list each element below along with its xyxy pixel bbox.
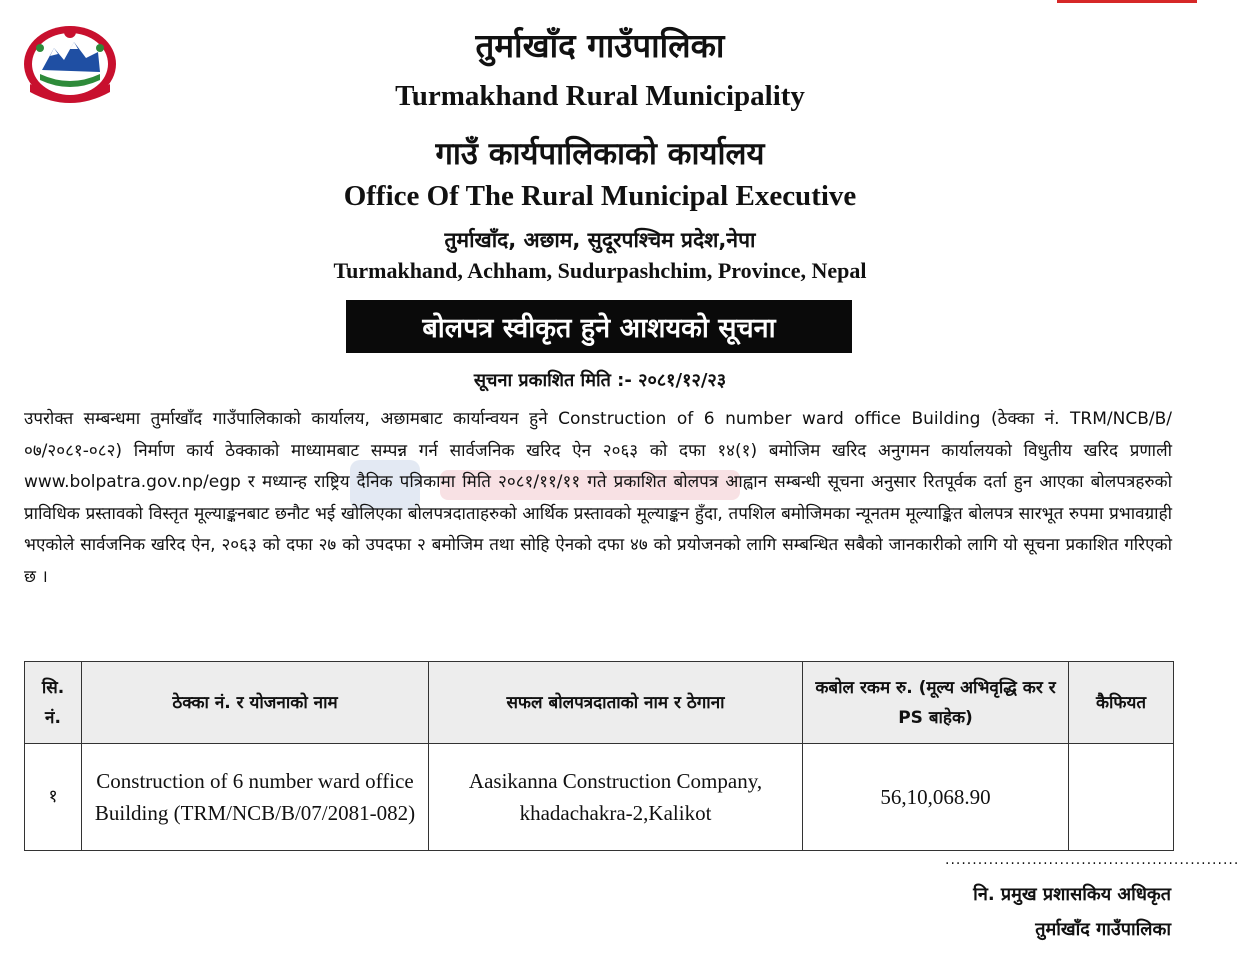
cell-remarks — [1069, 744, 1174, 851]
signatory-title: नि. प्रमुख प्रशासकिय अधिकृत — [973, 884, 1171, 905]
award-table — [24, 661, 1174, 851]
cell-bidder: Aasikanna Construction Company, khadachakra-2,Kalikot — [429, 744, 803, 851]
signatory-organization: तुर्माखाँद गाउँपालिका — [1035, 919, 1171, 940]
municipality-name-nepali: तुर्माखाँद गाउँपालिका — [475, 26, 725, 65]
cell-serial-number: १ — [25, 744, 82, 851]
address-english: Turmakhand, Achham, Sudurpashchim, Province, Nepal — [333, 258, 867, 283]
table-row — [25, 744, 1174, 851]
publish-date: सूचना प्रकाशित मिति :- २०८१/१२/२३ — [473, 370, 727, 391]
municipality-name-english: Turmakhand Rural Municipality — [395, 80, 805, 112]
notice-body: उपरोक्त सम्बन्धमा तुर्माखाँद गाउँपालिकाको कार्यालय, अछामबाट कार्यान्वयन हुने Construction of 6 number ward office Building (ठेक्का नं. TRM/NCB/B/०७/२०८१-०८२) निर्माण कार्य ठेक्काको माध्यामबाट सम्पन्न गर्न सार्वजनिक खरिद ऐन २०६३ को दफा १४(१) बमोजिम खरिद अनुगमन कार्यालयको विधुतीय खरिद प्रणाली www.bolpatra.gov.np/egp र मध्यान्ह राष्ट्रिय दैनिक पत्रिकामा मिति २०८१/११/११ गते प्रकाशित बोलपत्र आह्वान सम्बन्धी सूचना अनुसार रितपूर्वक दर्ता हुन आएका बोलपत्रहरुको प्राविधिक प्रस्तावको विस्तृत मूल्याङ्कनबाट छनौट भई खोलिएका बोलपत्रदाताहरुको आर्थिक प्रस्तावको मूल्याङ्कन हुँदा, तपशिल बमोजिमका न्यूनतम मूल्याङ्कित बोलपत्र सारभूत रुपमा प्रभावग्राही भएकोले सार्वजनिक खरिद ऐन, २०६३ को दफा २७ को उपदफा २ बमोजिम तथा सोहि ऐनको दफा ४७ को प्रयोजनको लागि सम्बन्धित सबैको जानकारीको लागि यो सूचना प्रकाशित गरिएको छ । — [24, 409, 1172, 587]
header-serial-number: सि. नं. — [25, 662, 82, 744]
corner-accent-mark — [1057, 0, 1197, 3]
nepal-emblem-icon — [20, 18, 120, 106]
notice-title: बोलपत्र स्वीकृत हुने आशयको सूचना — [346, 300, 852, 353]
header-contract-and-project: ठेक्का नं. र योजनाको नाम — [82, 662, 429, 744]
table-header-row — [25, 662, 1174, 744]
header-bid-amount: कबोल रकम रु. (मूल्य अभिवृद्धि कर र PS बाहेक) — [803, 662, 1069, 744]
office-name-english: Office Of The Rural Municipal Executive — [343, 180, 857, 212]
header-successful-bidder: सफल बोलपत्रदाताको नाम र ठेगाना — [429, 662, 803, 744]
cell-amount: 56,10,068.90 — [803, 744, 1069, 851]
address-nepali: तुर्माखाँद, अछाम, सुदूरपश्चिम प्रदेश,नेपा — [444, 228, 756, 252]
cell-project: Construction of 6 number ward office Building (TRM/NCB/B/07/2081-082) — [82, 744, 429, 851]
header-remarks: कैफियत — [1069, 662, 1174, 744]
signature-dotted-line: ...................................................... — [945, 852, 1239, 868]
office-name-nepali: गाउँ कार्यपालिकाको कार्यालय — [435, 136, 765, 172]
